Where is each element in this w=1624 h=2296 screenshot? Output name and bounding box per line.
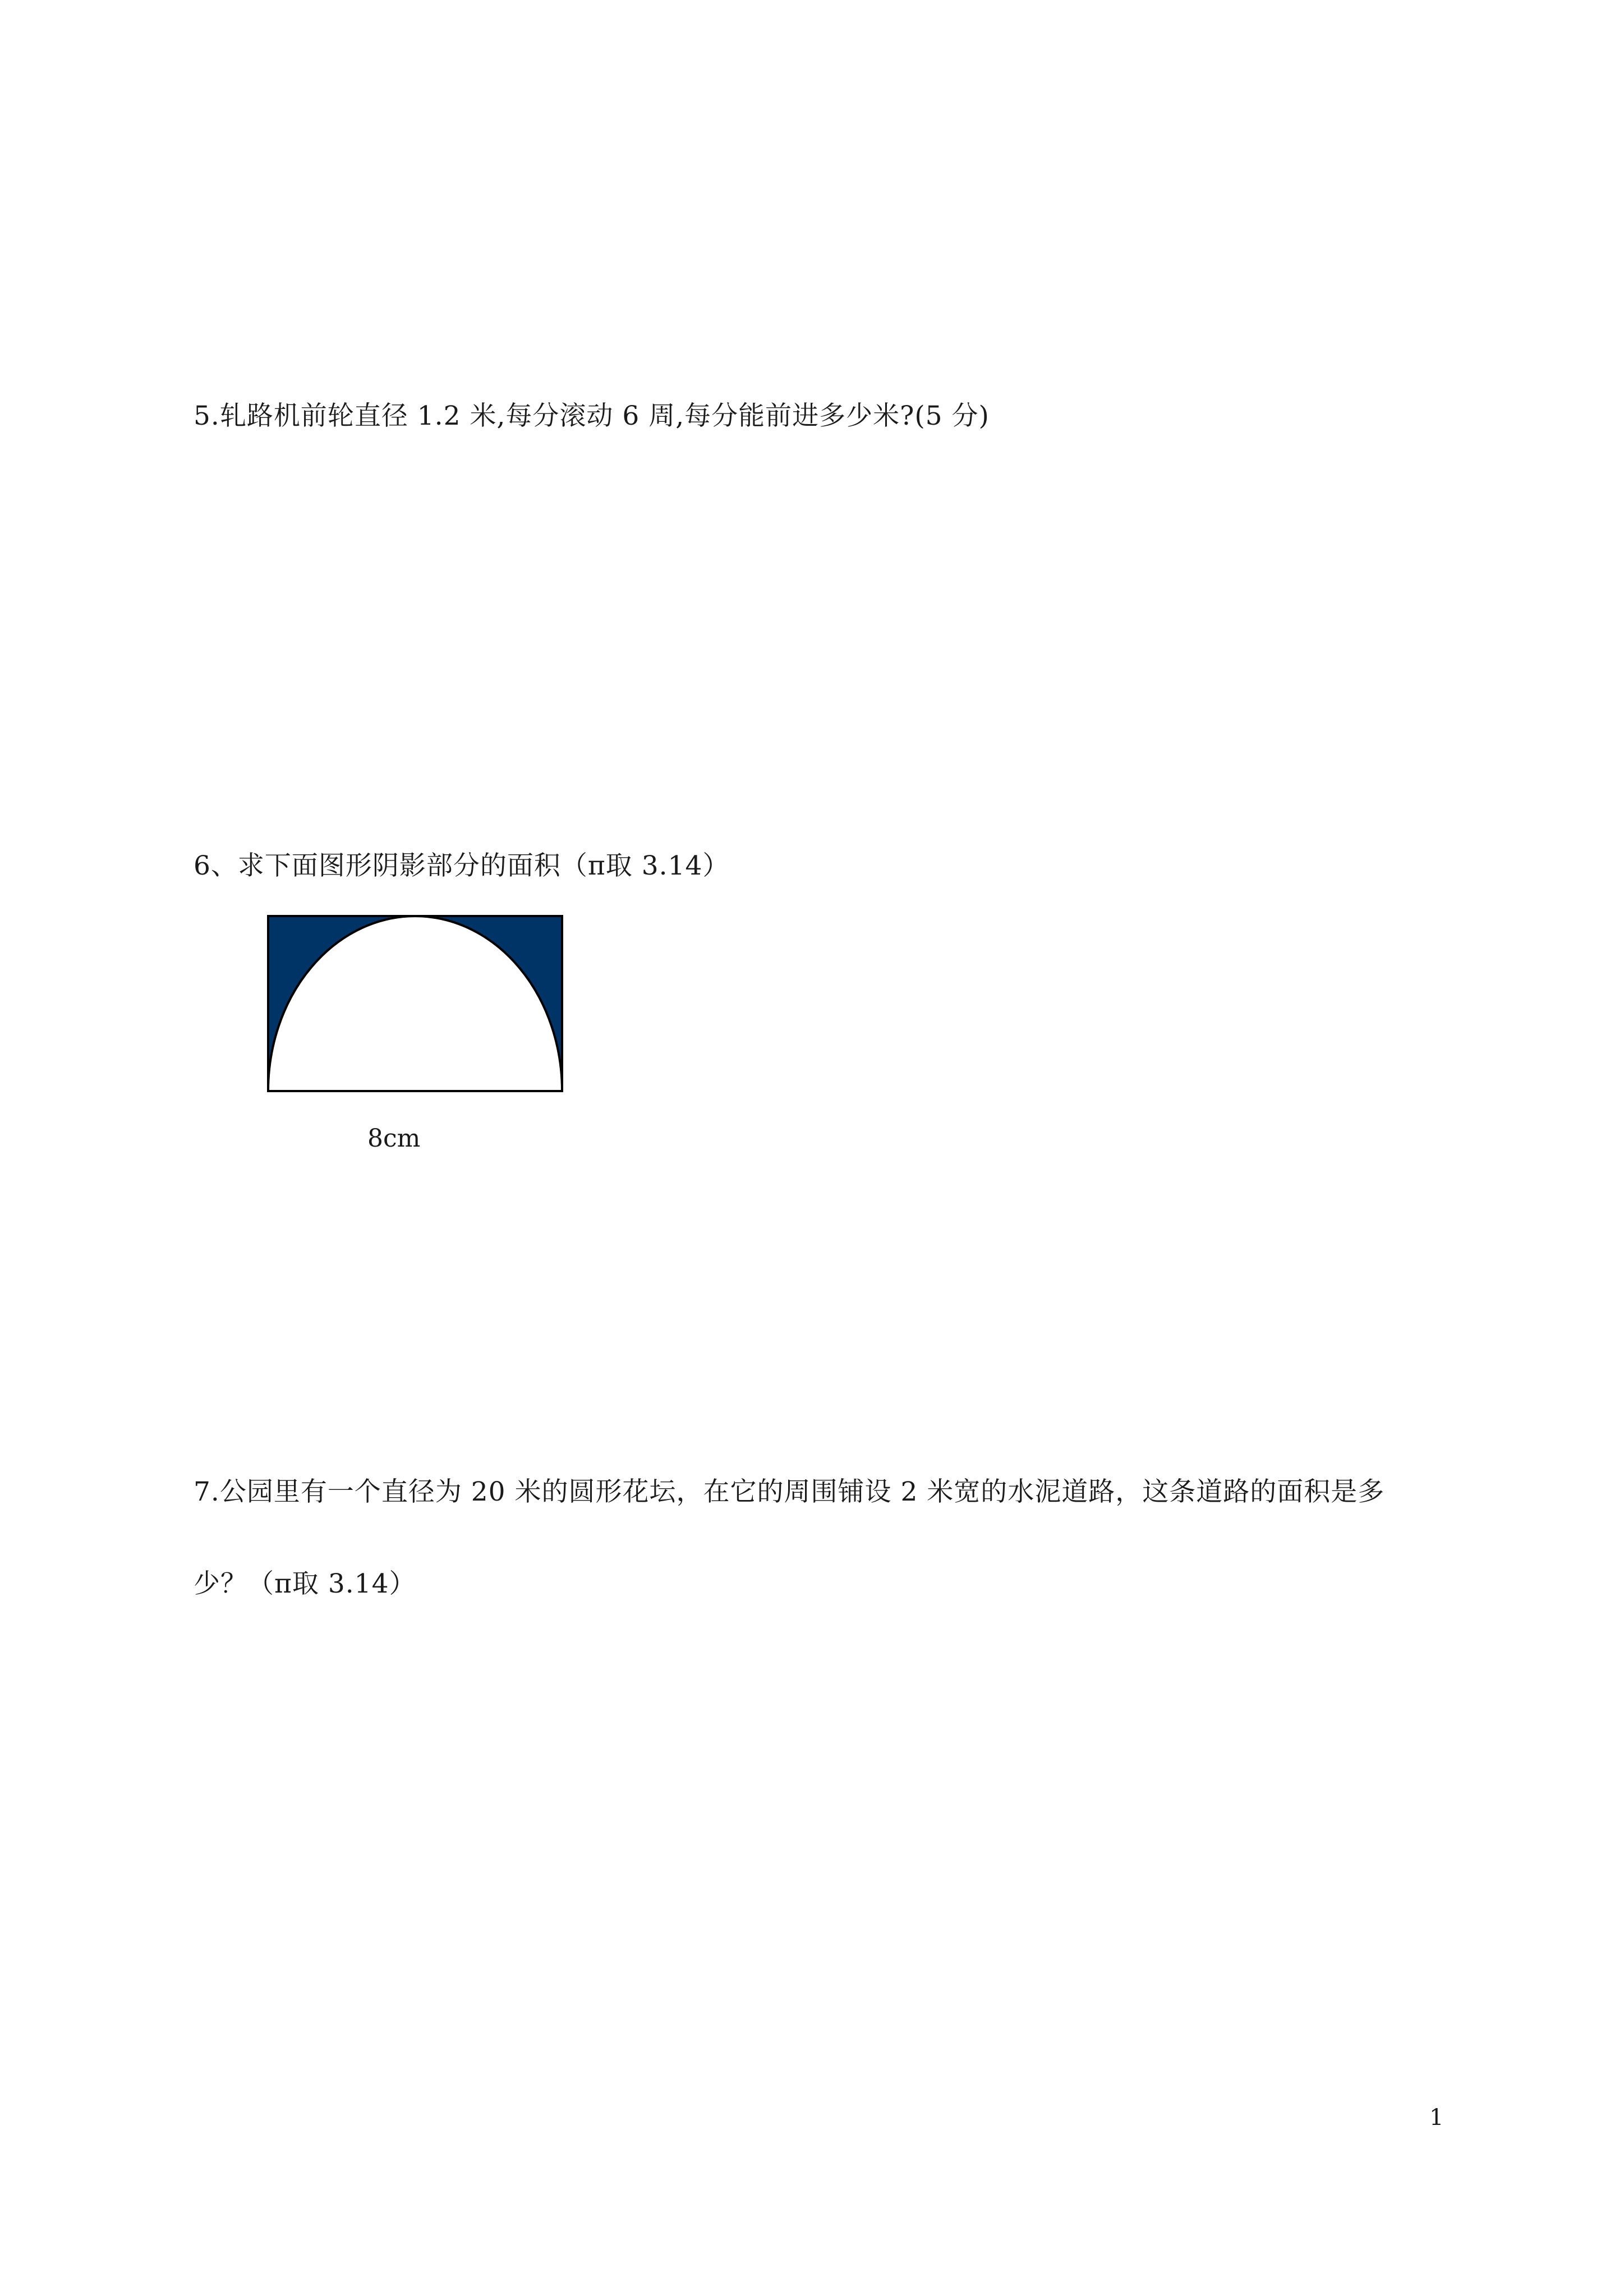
question-7-text-line1: 7.公园里有一个直径为 20 米的圆形花坛，在它的周围铺设 2 米宽的水泥道路，这条道路的面积是多	[194, 1476, 1385, 1507]
question-7-text-line2: 少？（π取 3.14）	[194, 1568, 416, 1599]
figure-dimension-label: 8cm	[367, 1124, 421, 1153]
question-6-text: 6、求下面图形阴影部分的面积（π取 3.14）	[194, 850, 730, 881]
shaded-semicircle-figure	[264, 912, 567, 1097]
page-number: 1	[1429, 2105, 1444, 2131]
question-5-text: 5.轧路机前轮直径 1.2 米,每分滚动 6 周,每分能前进多少米?(5 分)	[194, 401, 990, 431]
